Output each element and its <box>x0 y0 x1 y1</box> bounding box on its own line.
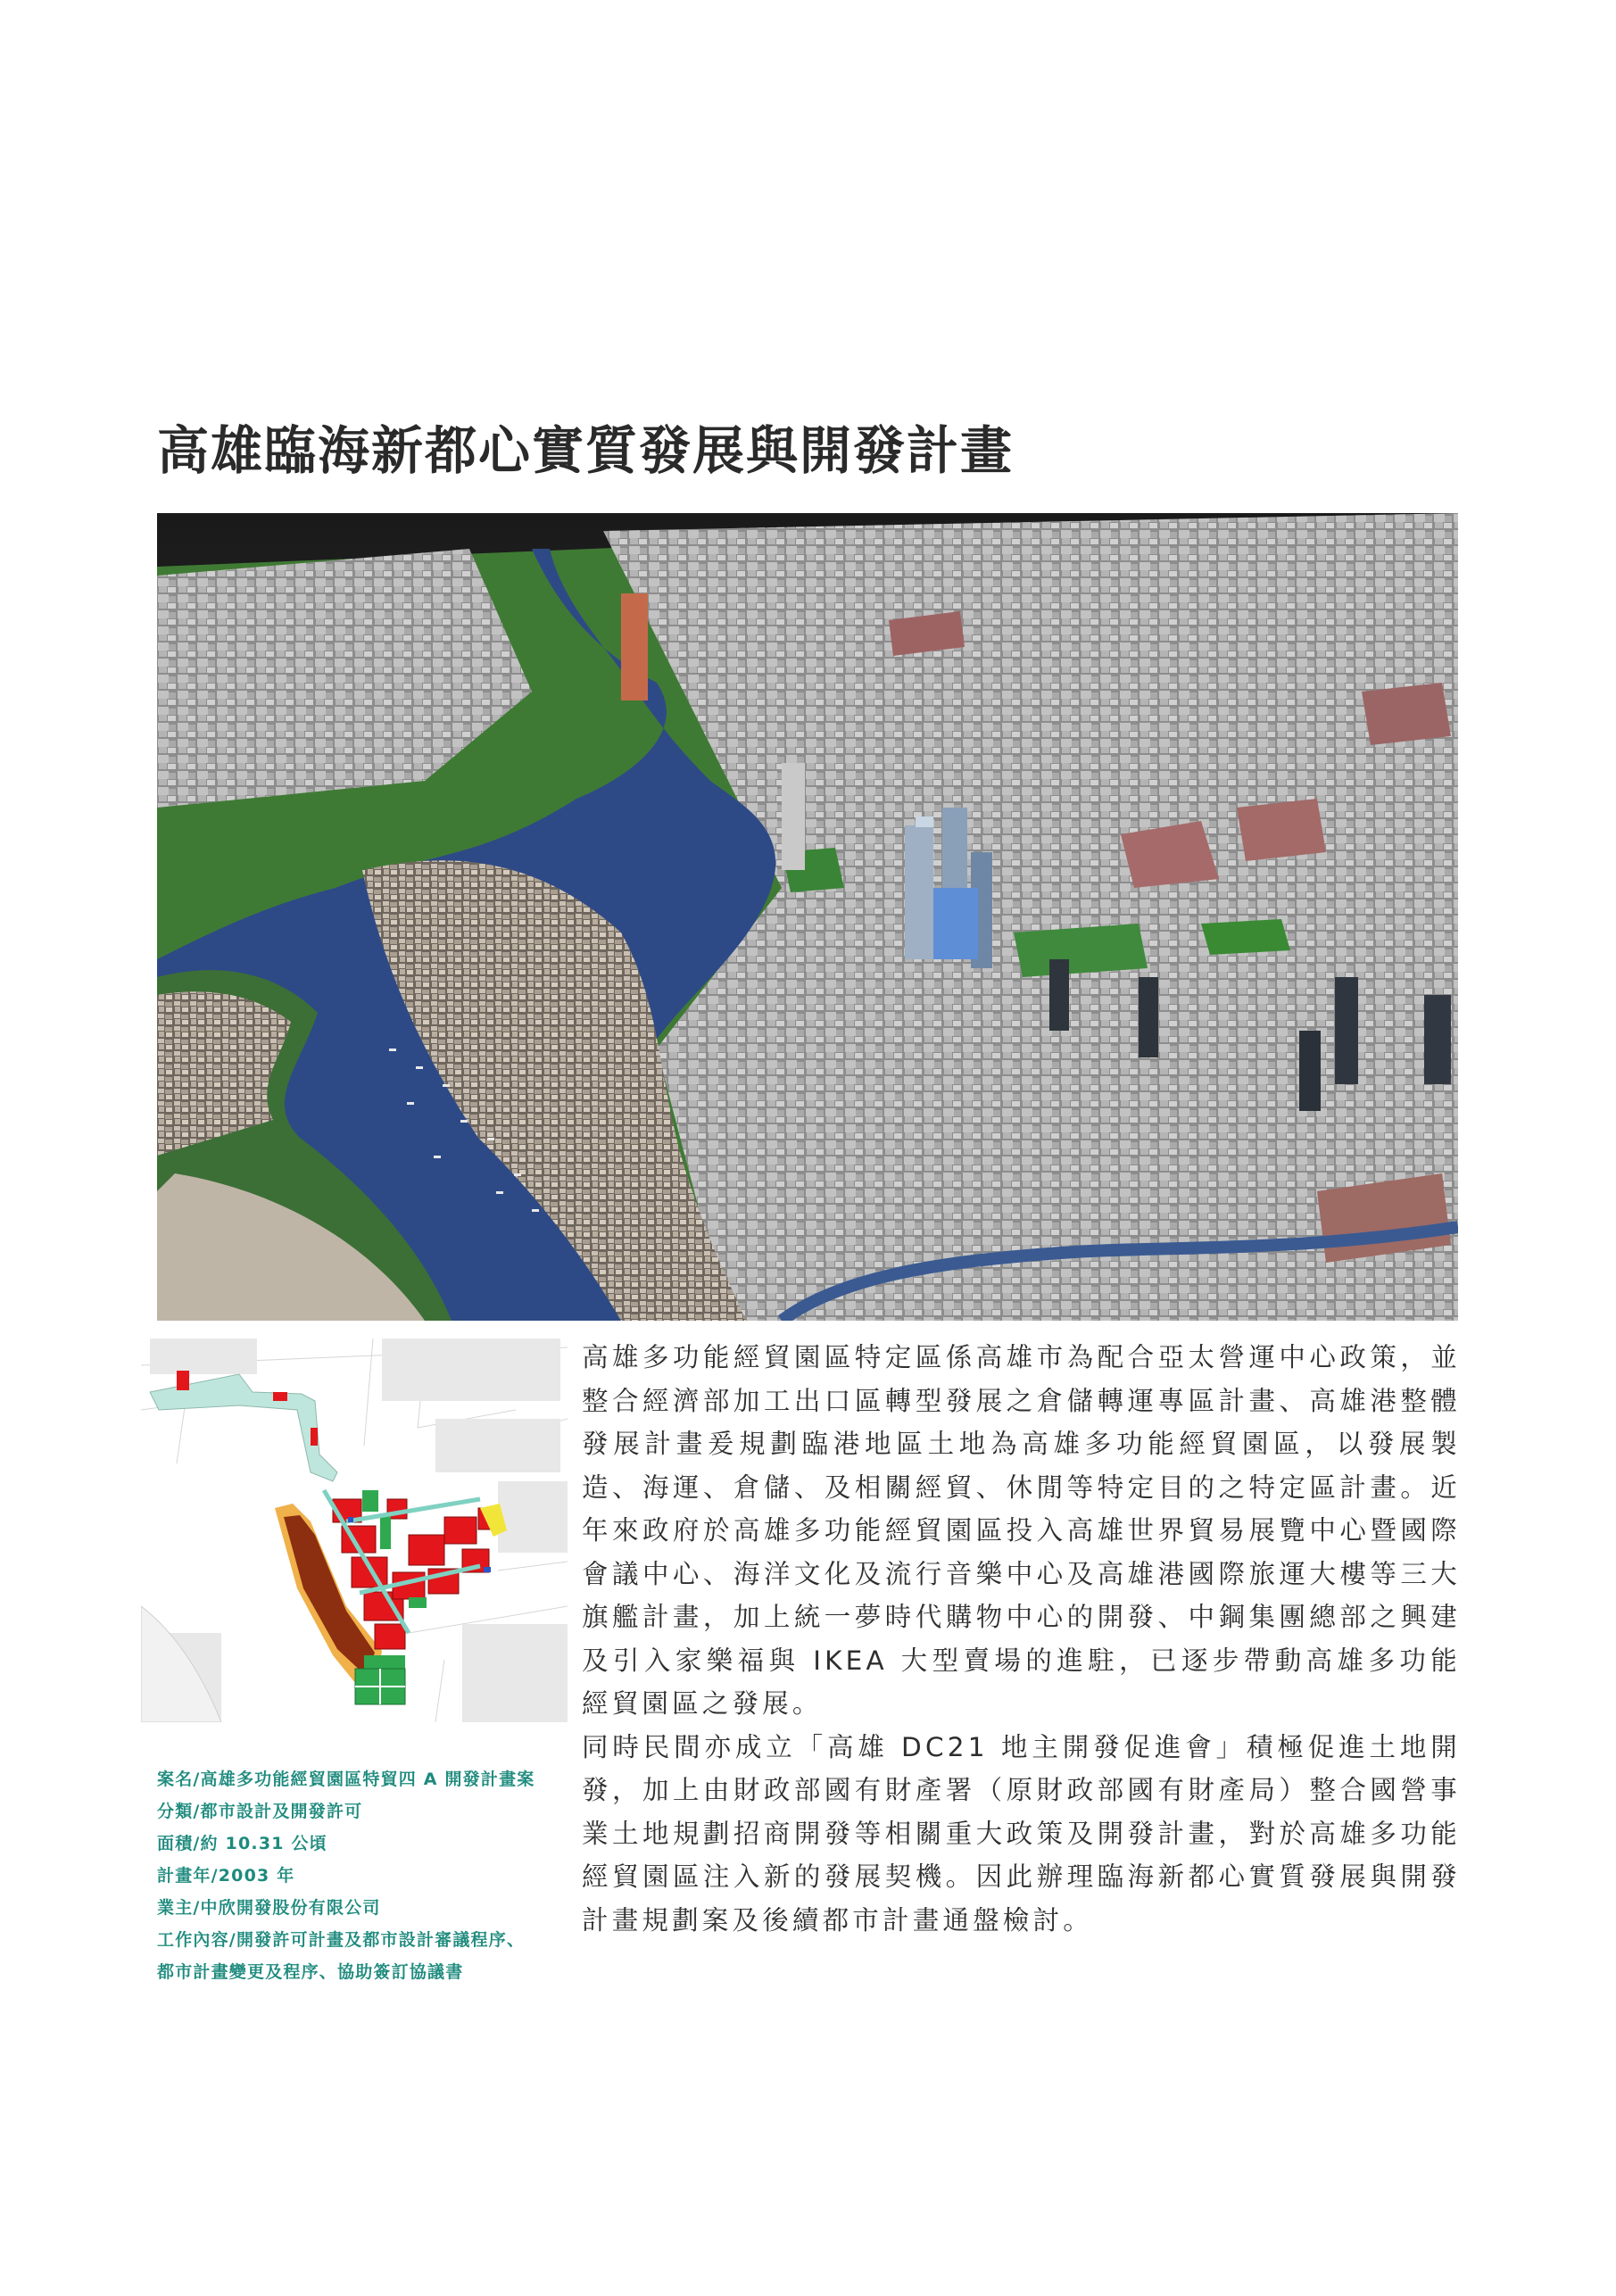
project-work-content-1: 工作內容/開發許可計畫及都市設計審議程序、 <box>157 1930 526 1950</box>
page-title: 高雄臨海新都心實質發展與開發計畫 <box>157 420 1015 481</box>
body-paragraph-1: 高雄多功能經貿園區特定區係高雄市為配合亞太營運中心政策，並整合經濟部加工出口區轉型發展之倉儲轉運專區計畫、高雄港整體發展計畫爰規劃臨港地區土地為高雄多功能經貿園區，以發展製造、海運、倉儲、及相關經貿、休閒等特定目的之特定區計畫。近年來政府於高雄多功能經貿園區投入高雄世界貿易展覽中心暨國際會議中心、海洋文化及流行音樂中心及高雄港國際旅運大樓等三大旗艦計畫，加上統一夢時代購物中心的開發、中鋼集團總部之興建及引入家樂福與 IKEA 大型賣場的進駐，已逐步帶動高雄多功能經貿園區之發展。 <box>582 1342 1461 1719</box>
project-case-name: 案名/高雄多功能經貿園區特貿四 A 開發計畫案 <box>157 1770 535 1789</box>
aerial-rendering-svg <box>157 513 1458 1321</box>
project-plan-year: 計畫年/2003 年 <box>157 1866 295 1886</box>
project-work-content-2: 都市計畫變更及程序、協助簽訂協議書 <box>157 1962 464 1982</box>
project-info <box>157 1763 576 1988</box>
project-area: 面積/約 10.31 公頃 <box>157 1834 327 1853</box>
body-text <box>582 1336 1461 1942</box>
site-plan-map-svg <box>141 1339 568 1722</box>
project-owner: 業主/中欣開發股份有限公司 <box>157 1898 381 1918</box>
body-paragraph-2: 同時民間亦成立「高雄 DC21 地主開發促進會」積極促進土地開發，加上由財政部國有財產署（原財政部國有財產局）整合國營事業土地規劃招商開發等相關重大政策及開發計畫，對於高雄多功能經貿園區注入新的發展契機。因此辦理臨海新都心實質發展與開發計畫規劃案及後續都市計畫通盤檢討。 <box>582 1731 1461 1935</box>
site-plan-map-image <box>141 1339 568 1722</box>
aerial-rendering-image <box>157 513 1458 1321</box>
project-category: 分類/都市設計及開發許可 <box>157 1802 363 1821</box>
